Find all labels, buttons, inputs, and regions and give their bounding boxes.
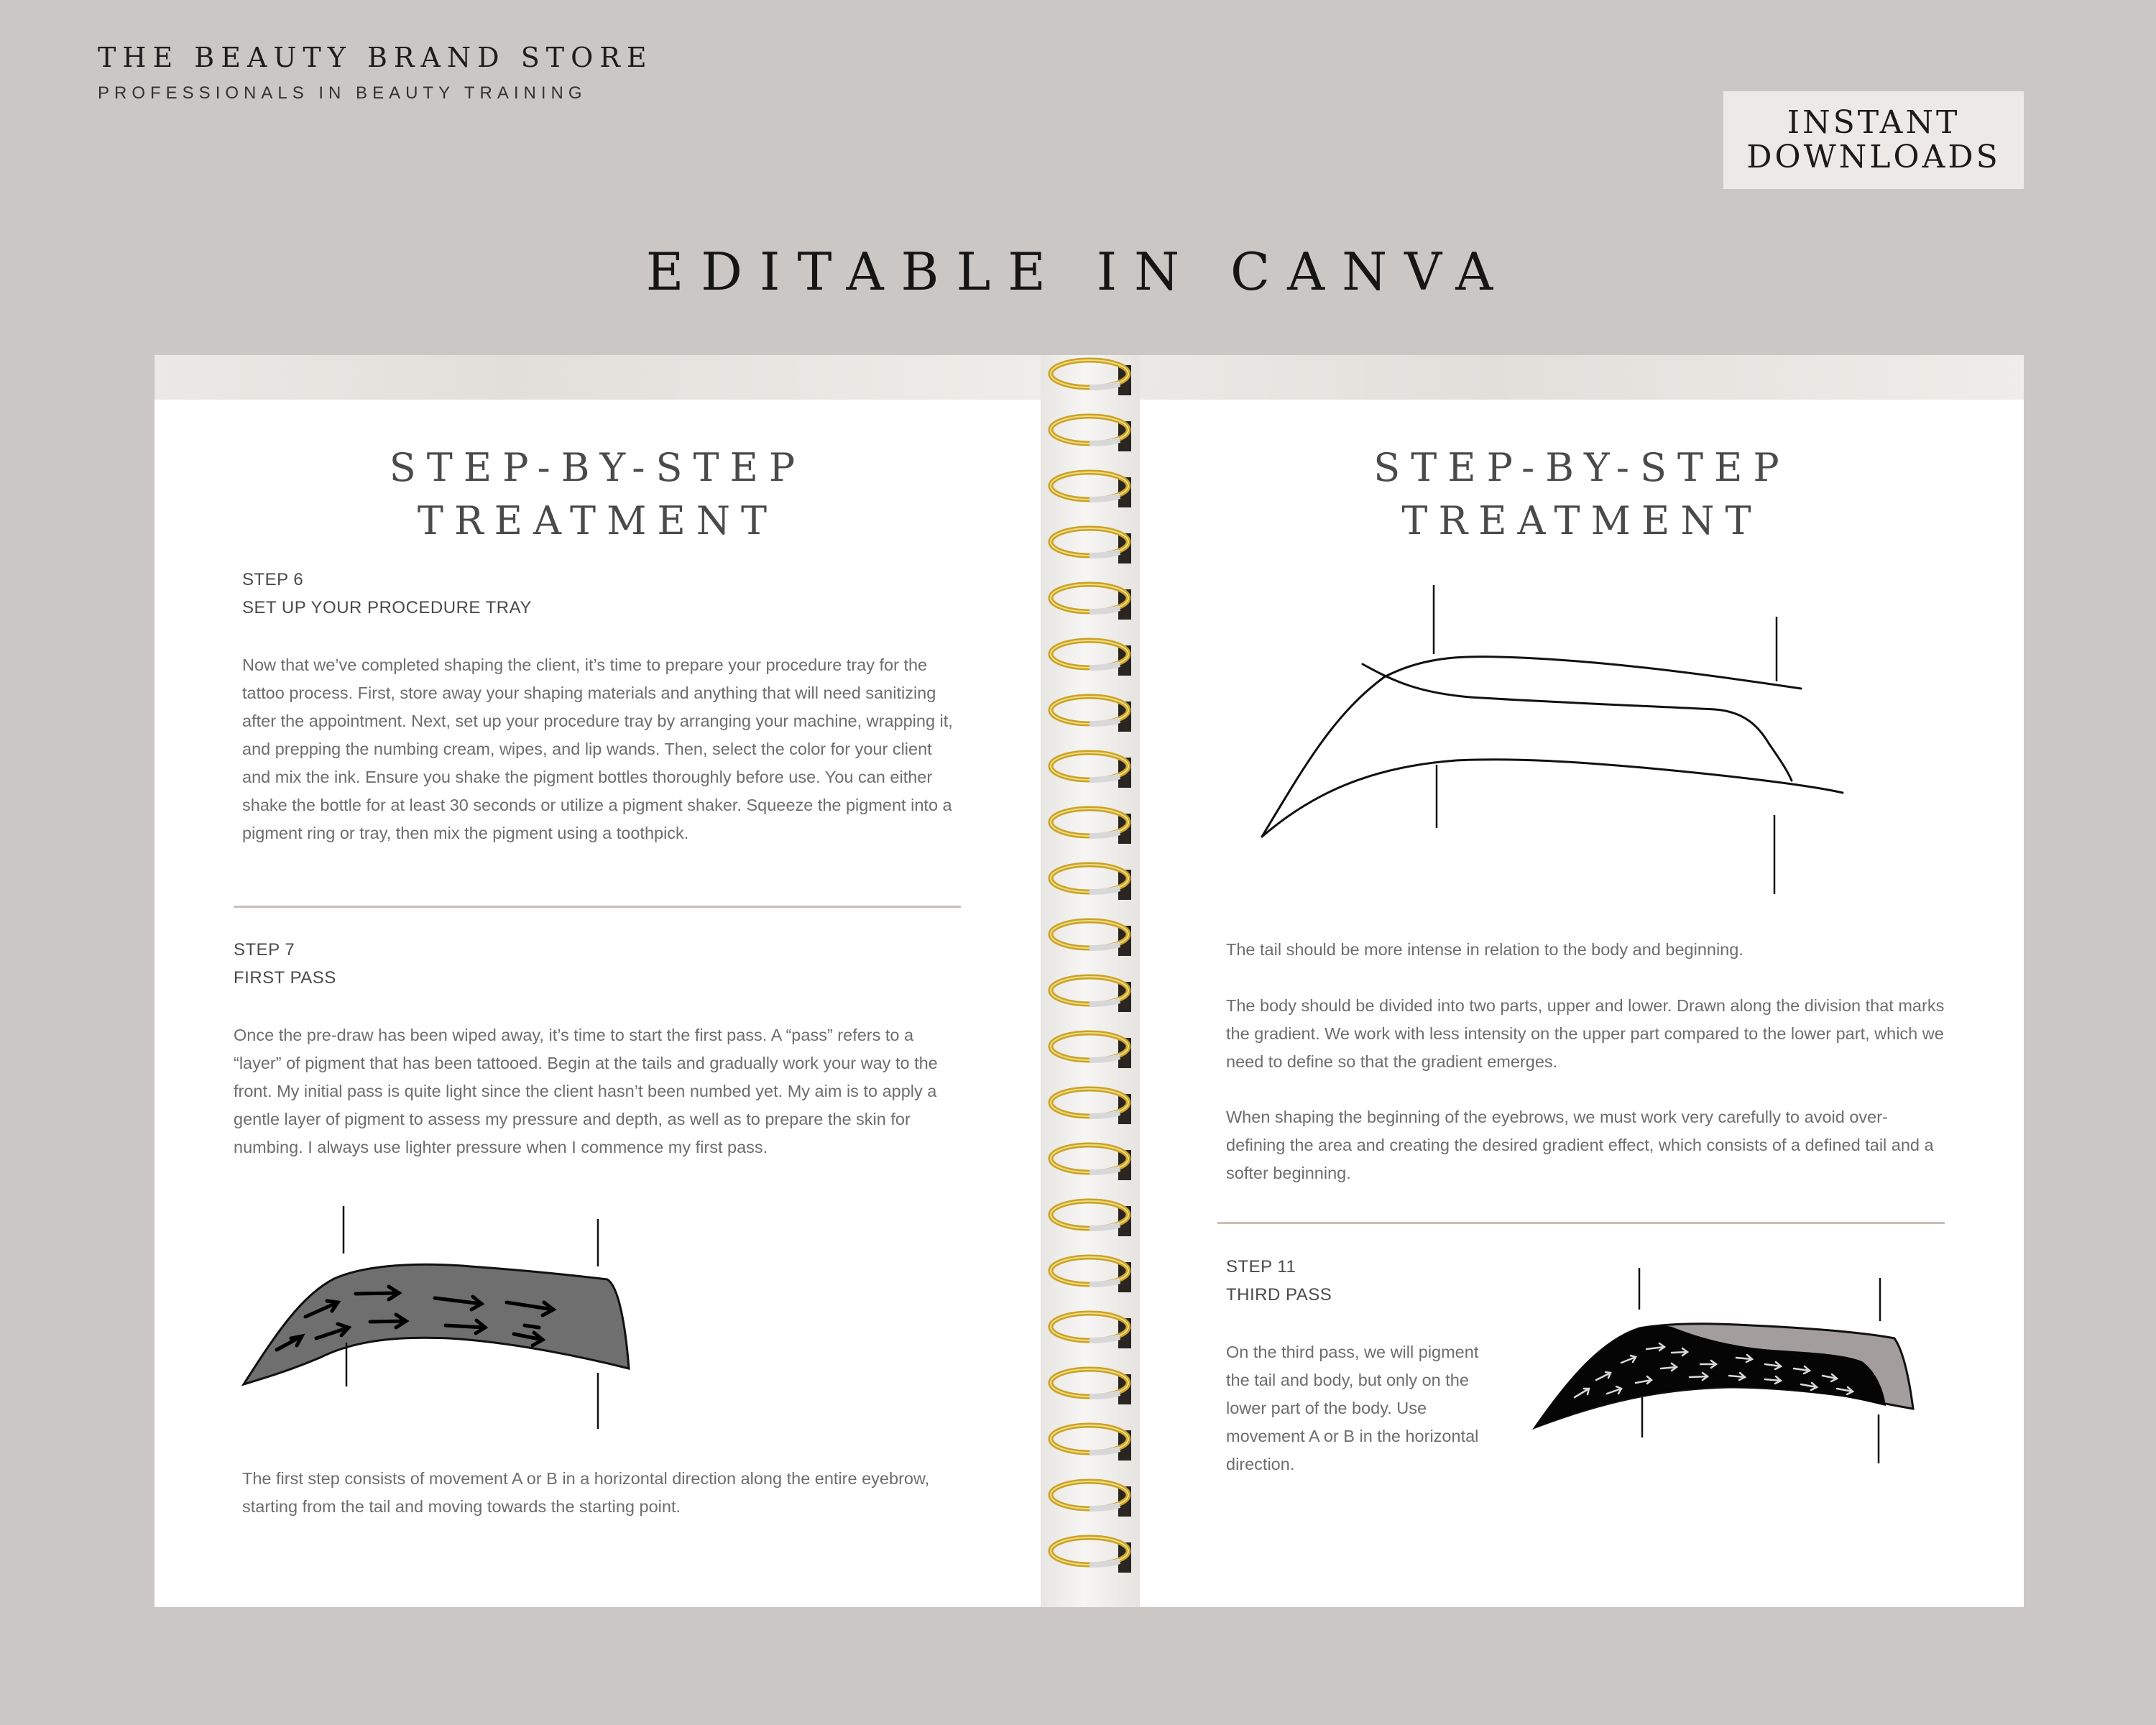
first-pass-brow-illustration [234,1210,694,1440]
step-6-label: STEP 6 [242,570,304,589]
left-page-band [155,355,1041,400]
binding-ring [1048,1252,1137,1294]
brand-tagline: PROFESSIONALS IN BEAUTY TRAINING [98,83,587,103]
step-11-label: STEP 11 [1226,1257,1296,1276]
brow-beginning-text: When shaping the beginning of the eyebrows, we must work very carefully to avoid over-defining the area and creating the desired gradient effect, which consists of a defined tail and a softer beginning. [1226,1108,1934,1182]
right-divider [1217,1222,1945,1224]
brow-top-outline [1262,657,1801,837]
binding-ring [1048,691,1137,733]
binding-ring [1048,467,1137,509]
body-division-text: The body should be divided into two parts, upper and lower. Drawn along the division that marks the gradient. We work with less intensity on the upper part compared to the lower part, which we need to define so that the gradient emerges. [1226,996,1945,1071]
binding-ring [1048,635,1137,677]
guide-lines [1434,585,1777,894]
binding-ring [1048,1196,1137,1238]
left-page [155,355,1041,1607]
right-page-band [1140,355,2024,400]
binding-ring [1048,1364,1137,1406]
step-6-heading: SET UP YOUR PROCEDURE TRAY [242,598,532,617]
right-page-title [1140,441,2024,548]
step-11-heading: THIRD PASS [1226,1285,1332,1305]
binding-ring [1048,579,1137,621]
step-7-caption: The first step consists of movement A or B in a horizontal direction along the entire eyebrow, starting from the tail and moving towards the starting point. [242,1469,930,1516]
left-title-line-1: STEP-BY-STEP [389,445,806,490]
left-title-line-2: TREATMENT [417,498,778,543]
right-title-line-1: STEP-BY-STEP [1373,445,1790,490]
binding-ring [1048,411,1137,453]
left-divider [234,906,961,908]
binding-ring [1048,1476,1137,1518]
left-page-title [155,441,1041,548]
binding-ring [1048,860,1137,901]
binding-ring [1048,1308,1137,1350]
binding-ring [1048,916,1137,957]
instant-downloads-badge [1723,91,2024,189]
brand-name: THE BEAUTY BRAND STORE [98,42,653,73]
right-title-line-2: TREATMENT [1401,498,1762,543]
step-7-label: STEP 7 [234,940,295,960]
binding-ring [1048,1028,1137,1070]
page-headline: EDITABLE IN CANVA [645,242,1511,302]
step-7-body: Once the pre-draw has been wiped away, it’s time to start the first pass. A “pass” refers to a “layer” of pigment that has been tattooed. Begin at the tails and gradually work your way to the front. My initial pass is quite light since the client hasn’t been numbed yet. My aim is to apply a gentle layer of pigment to assess my pressure and depth, as well as to prepare the skin for numbing. I always use lighter pressure when I commence my first pass. [234,1026,938,1156]
right-page [1140,355,2024,1607]
binding-ring [1048,1420,1137,1462]
step-6-body: Now that we’ve completed shaping the client, it’s time to prepare your procedure tray for the tattoo process. First, store away your shaping materials and anything that will need sanitizing after the appointment. Next, set up your procedure tray by arranging your machine, wrapping it, and prepping the numbing cream, wipes, and lip wands. Then, select the color for your client and mix the ink. Ensure you shake the pigment bottles thoroughly before use. You can either shake the bottle for at least 30 seconds or utilize a pigment shaker. Squeeze the pigment into a pigment ring or tray, then mix the pigment using a toothpick. [242,656,953,842]
spiral-binding [1041,355,1140,1607]
binding-ring [1048,1532,1137,1574]
badge-line-2: DOWNLOADS [1746,139,2001,175]
brow-outline-illustration [1240,592,1959,894]
tail-intensity-text: The tail should be more intense in relation to the body and beginning. [1226,940,1743,959]
binding-ring [1048,1084,1137,1126]
step-11-body: On the third pass, we will pigment the tail and body, but only on the lower part of the body. Use movement A or B in the horizontal direction. [1226,1343,1479,1473]
third-pass-brow-illustration [1528,1268,1945,1476]
badge-line-1: INSTANT [1787,104,1961,141]
binding-ring [1048,523,1137,565]
binding-ring [1048,748,1137,789]
binding-ring [1048,1140,1137,1182]
binding-ring [1048,804,1137,845]
brow-bottom-outline [1262,760,1843,837]
step-7-heading: FIRST PASS [234,968,336,988]
binding-ring [1048,355,1137,397]
brow-shape [244,1264,629,1384]
binding-ring [1048,972,1137,1013]
